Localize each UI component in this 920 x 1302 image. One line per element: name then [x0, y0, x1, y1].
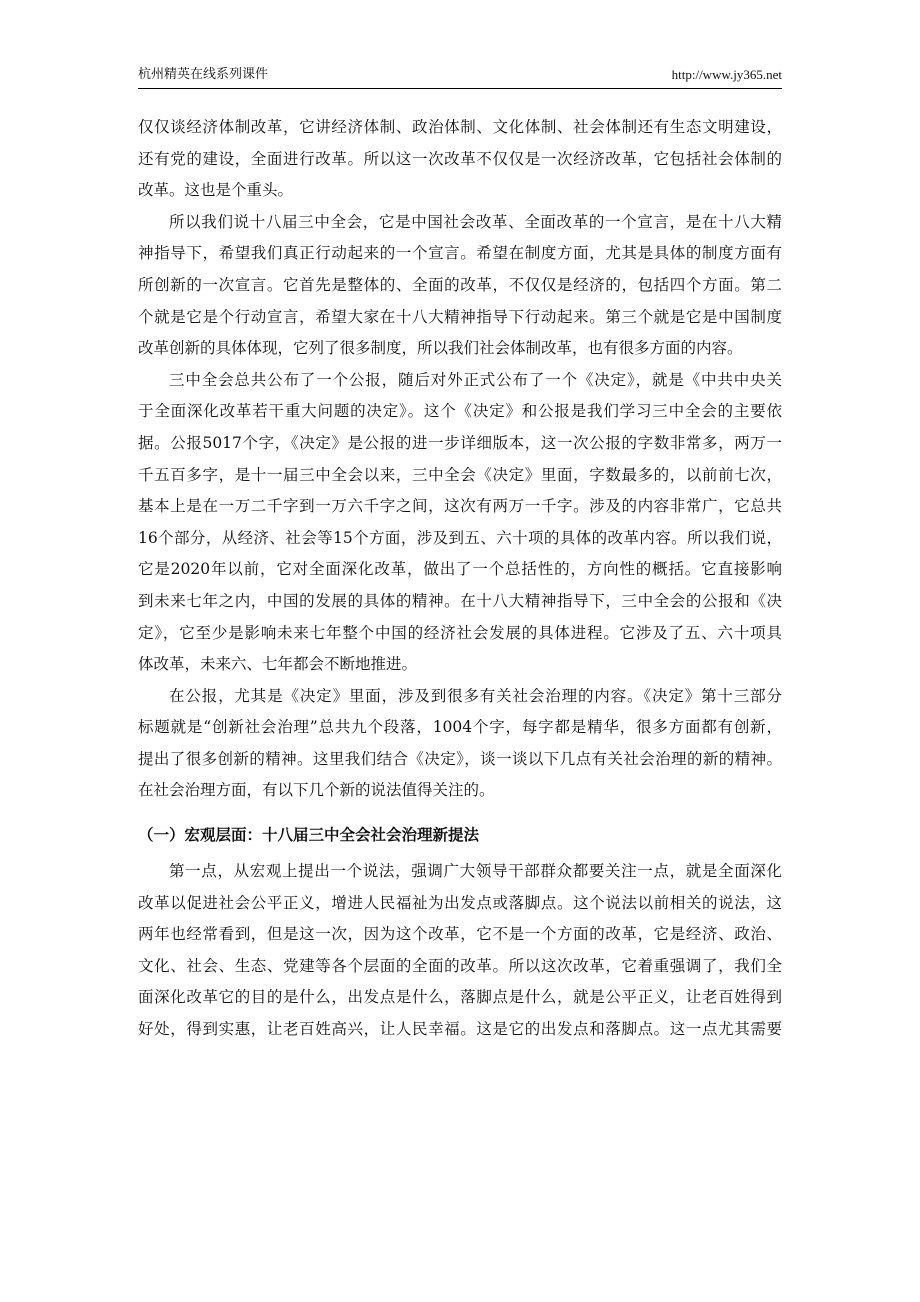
text-line: 它是2020年以前，它对全面深化改革，做出了一个总括性的，方向性的概括。它直接影响	[138, 560, 782, 579]
text-line: 16个部分，从经济、社会等15个方面，涉及到五、六十项的具体的改革内容。所以我们说，	[138, 528, 782, 547]
text-line: 三中全会总共公布了一个公报，随后对外正式公布了一个《决定》，就是《中共中央关	[169, 370, 782, 389]
text-line: 定》，它至少是影响未来七年整个中国的经济社会发展的具体进程。它涉及了五、六十项具	[138, 623, 782, 642]
text-line: 于全面深化改革若干重大问题的决定》。这个《决定》和公报是我们学习三中全会的主要依	[138, 402, 782, 421]
text-line: 据。公报5017个字，《决定》是公报的进一步详细版本，这一次公报的字数非常多，两万一	[138, 433, 782, 452]
text-line: 体改革，未来六、七年都会不断地推进。	[138, 655, 418, 674]
text-line: 改革创新的具体体现，它列了很多制度，所以我们社会体制改革，也有很多方面的内容。	[138, 339, 743, 358]
header-url: http://www.jy365.net	[671, 67, 782, 82]
text-line: 基本上是在一万二千字到一万六千字之间，这次有两万一千字。涉及的内容非常广，它总共	[138, 497, 782, 516]
text-line: 在公报，尤其是《决定》里面，涉及到很多有关社会治理的内容。《决定》第十三部分	[169, 686, 782, 705]
text-line: 所以我们说十八届三中全会，它是中国社会改革、全面改革的一个宣言，是在十八大精	[169, 212, 782, 231]
text-line: 文化、社会、生态、党建等各个层面的全面的改革。所以这次改革，它着重强调了，我们全	[138, 956, 782, 975]
page-header	[138, 66, 782, 89]
text-line: 在社会治理方面，有以下几个新的说法值得关注的。	[138, 781, 495, 800]
header-title: 杭州精英在线系列课件	[138, 67, 269, 82]
text-line: 改革以促进社会公平正义，增进人民福祉为出发点或落脚点。这个说法以前相关的说法，这	[138, 893, 782, 912]
text-line: 两年也经常看到，但是这一次，因为这个改革，它不是一个方面的改革，它是经济、政治、	[138, 925, 782, 944]
text-line: 个就是它是个行动宣言，希望大家在十八大精神指导下行动起来。第三个就是它是中国制度	[138, 307, 782, 326]
paragraph	[138, 365, 782, 681]
text-line: 改革。这也是个重头。	[138, 181, 294, 200]
text-line: 千五百多字，是十一届三中全会以来，三中全会《决定》里面，字数最多的，以前前七次，	[138, 465, 782, 484]
text-line: 所创新的一次宣言。它首先是整体的、全面的改革，不仅仅是经济的，包括四个方面。第二	[138, 275, 782, 294]
paragraph	[138, 207, 782, 365]
paragraph	[138, 112, 782, 207]
text-line: 仅仅谈经济体制改革，它讲经济体制、政治体制、文化体制、社会体制还有生态文明建设，	[138, 118, 782, 136]
document-body	[138, 112, 782, 1046]
paragraph	[138, 856, 782, 1046]
text-line: 面深化改革它的目的是什么，出发点是什么，落脚点是什么，就是公平正义，让老百姓得到	[138, 988, 782, 1007]
text-line: 神指导下，希望我们真正行动起来的一个宣言。希望在制度方面，尤其是具体的制度方面有	[138, 244, 782, 263]
text-line: 到未来七年之内，中国的发展的具体的精神。在十八大精神指导下，三中全会的公报和《决	[138, 591, 782, 610]
text-line: 标题就是“创新社会治理”总共九个段落，1004个字，每字都是精华，很多方面都有创新，	[138, 718, 782, 737]
text-line: 还有党的建设，全面进行改革。所以这一次改革不仅仅是一次经济改革，它包括社会体制的	[138, 149, 782, 168]
text-line: 第一点，从宏观上提出一个说法，强调广大领导干部群众都要关注一点，就是全面深化	[169, 862, 782, 881]
text-line: 好处，得到实惠，让老百姓高兴，让人民幸福。这是它的出发点和落脚点。这一点尤其需要	[138, 1020, 782, 1039]
paragraph	[138, 681, 782, 807]
text-line: 提出了很多创新的精神。这里我们结合《决定》，谈一谈以下几点有关社会治理的新的精神。	[138, 749, 782, 768]
section-heading: （一）宏观层面：十八届三中全会社会治理新提法	[138, 826, 480, 845]
